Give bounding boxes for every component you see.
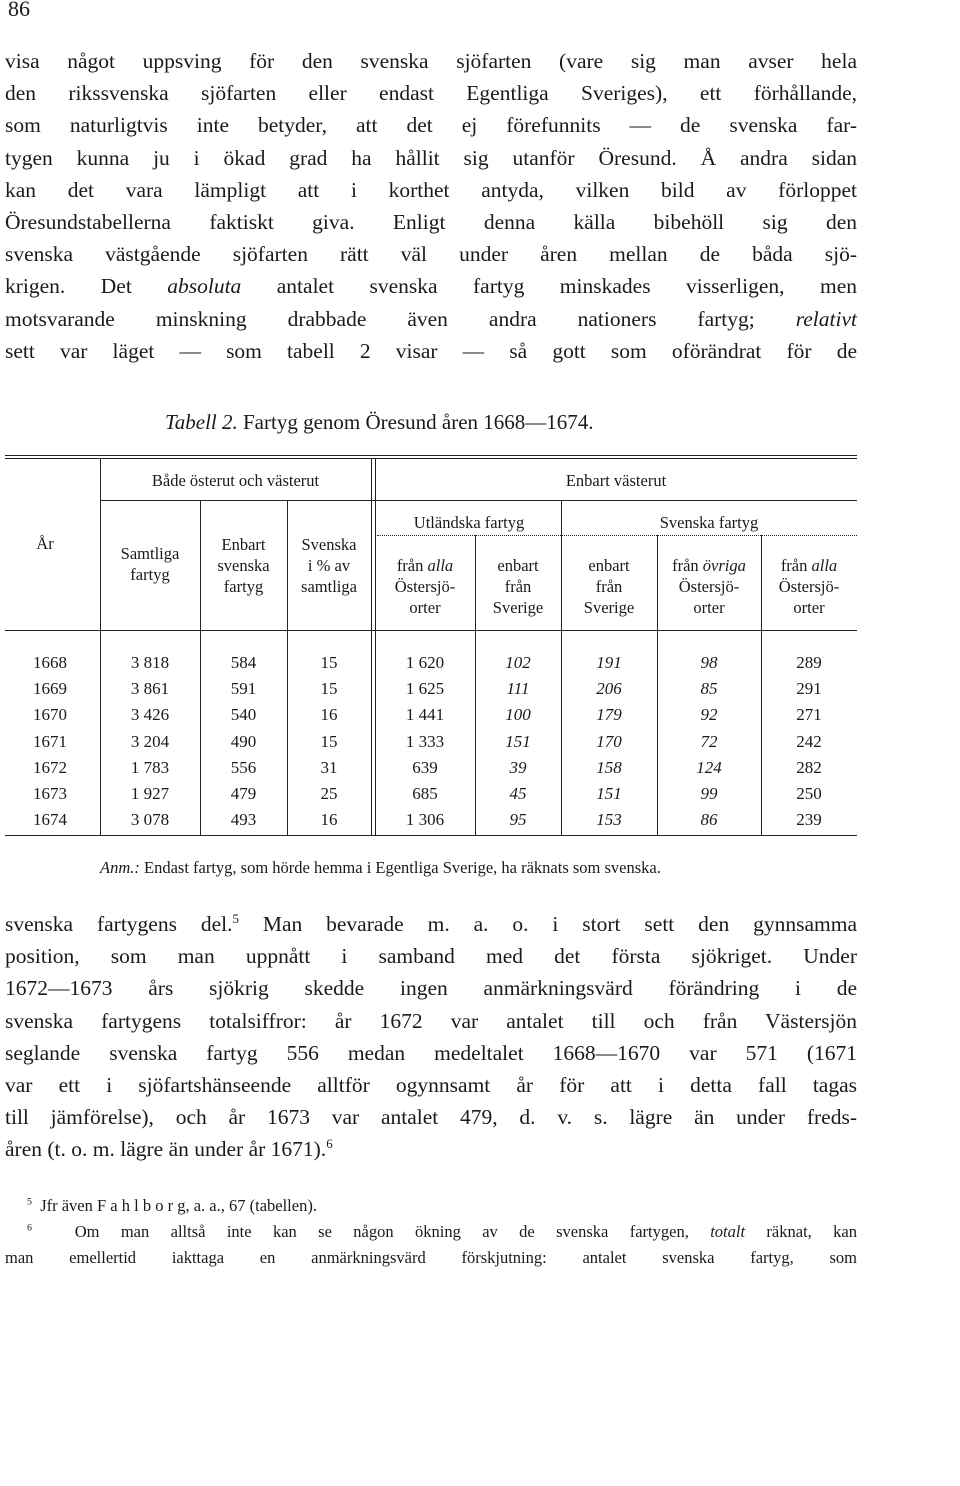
- table-cell: 179: [596, 705, 622, 725]
- table-cell: 490: [230, 731, 257, 751]
- table-cell: 1 333: [405, 731, 445, 751]
- header-group-west: Enbart västerut: [565, 471, 667, 490]
- table-cell: 584: [230, 653, 257, 672]
- text-line: som naturligtvis inte betyder, att det ej förefunnits — de svenska far-: [5, 113, 857, 138]
- paragraph-1: [5, 45, 857, 367]
- row-year: 1673: [33, 784, 67, 803]
- table-cell: 479: [230, 784, 257, 803]
- page-number: 86: [8, 0, 30, 21]
- row-year: 1668: [33, 653, 67, 672]
- table-cell: 124: [696, 757, 722, 777]
- row-year: 1671: [33, 731, 67, 751]
- table-cell: 3 426: [130, 705, 170, 725]
- table-cell: 45: [509, 784, 527, 803]
- text-line: svenska fartygens totalsiffror: år 1672 var antalet till och från Västersjön: [5, 1008, 857, 1033]
- text-line: svenska fartygens del.$^5$ Man bevarade m. a. o. i stort sett den gynnsamma: [5, 911, 857, 936]
- header-foreign-sweden: enbart från Sverige: [492, 556, 544, 617]
- table-cell: 1 620: [405, 653, 445, 672]
- table-cell: 25: [320, 784, 338, 803]
- table-cell: 493: [230, 810, 257, 830]
- table-cell: 15: [320, 731, 338, 751]
- row-year: 1669: [33, 679, 67, 699]
- table-cell: 99: [700, 784, 718, 803]
- table-cell: 242: [796, 731, 822, 751]
- header-swedish-sweden: enbart från Sverige: [583, 556, 635, 617]
- header-foreign: Utländska fartyg: [413, 513, 525, 532]
- table-cell: 291: [796, 679, 822, 699]
- header-swedish-other: från övriga Östersjö- orter: [672, 556, 746, 617]
- table-cell: 39: [509, 757, 527, 777]
- table-cell: 16: [320, 810, 338, 830]
- table-cell: 1 306: [405, 810, 445, 830]
- table-cell: 31: [320, 757, 338, 777]
- footnote-5: $^5$ Jfr även F a h l b o r g, a. a., 67 (tabellen).: [27, 1196, 317, 1215]
- header-swedish: Svenska fartyg: [659, 513, 759, 532]
- text-line: den rikssvenska sjöfarten eller endast Egentliga Sveriges), ett förhållande,: [5, 81, 857, 106]
- table-cell: 250: [796, 784, 822, 803]
- table-cell: 3 078: [130, 810, 170, 830]
- text-line: motsvarande minskning drabbade även andra nationers fartyg; relativt: [5, 306, 857, 331]
- table-cell: 16: [320, 705, 338, 725]
- table-cell: 170: [596, 731, 622, 751]
- table-cell: 151: [596, 784, 622, 803]
- table-cell: 153: [596, 810, 622, 830]
- footnote-6-cont: man emellertid iakttaga en anmärkningsvärd förskjutning: antalet svenska fartyg, som: [5, 1248, 857, 1267]
- table-cell: 151: [505, 731, 531, 751]
- table-cell: 3 204: [130, 731, 170, 751]
- table-cell: 86: [700, 810, 718, 830]
- text-line: kan det vara lämpligt att i korthet antyda, vilken bild av förloppet: [5, 177, 857, 202]
- table-cell: 239: [796, 810, 822, 830]
- table-cell: 639: [412, 757, 438, 777]
- data-table: [5, 455, 857, 837]
- table-cell: 540: [230, 705, 257, 725]
- footnotes: [5, 1193, 857, 1271]
- footnote-6: $^6$ Om man alltså inte kan se någon ökning av de svenska fartygen, totalt räknat, kan: [27, 1222, 857, 1241]
- table-cell: 111: [506, 679, 530, 699]
- table-cell: 556: [230, 757, 257, 777]
- text-line: krigen. Det absoluta antalet svenska fartyg minskades visserligen, men: [5, 274, 857, 299]
- table-cell: 85: [700, 679, 718, 699]
- table-cell: 1 625: [405, 679, 445, 699]
- text-line: svenska västgående sjöfarten rätt väl under åren mellan de båda sjö-: [5, 242, 857, 267]
- row-year: 1672: [33, 757, 67, 777]
- text-line: till jämförelse), och år 1673 var antalet 479, d. v. s. lägre än under freds-: [5, 1105, 857, 1130]
- header-total: Samtliga fartyg: [120, 544, 180, 584]
- header-group-both: Både österut och västerut: [151, 471, 320, 490]
- table-cell: 95: [509, 810, 527, 830]
- text-line: visa något uppsving för den svenska sjöfarten (vare sig man avser hela: [5, 49, 857, 73]
- text-line: sett var läget — som tabell 2 visar — så gott som oförändrat för de: [5, 338, 857, 363]
- table-cell: 289: [796, 653, 822, 672]
- header-year: År: [36, 534, 54, 553]
- table-cell: 72: [700, 731, 718, 751]
- header-swedish-all: från alla Östersjö- orter: [778, 556, 840, 617]
- table-cell: 15: [320, 679, 338, 699]
- header-swedish-pct: Svenska i % av samtliga: [301, 535, 357, 596]
- header-foreign-all: från alla Östersjö- orter: [394, 556, 456, 617]
- paragraph-2: [5, 908, 857, 1166]
- footnote-ref-5: 5: [232, 911, 239, 926]
- table-cell: 3 861: [130, 679, 170, 699]
- text-line: Öresundstabellerna faktiskt giva. Enligt denna källa bibehöll sig den: [5, 209, 857, 234]
- table-cell: 1 783: [130, 757, 170, 777]
- text-line: 1672—1673 års sjökrig skedde ingen anmärkningsvärd förändring i de: [5, 976, 857, 1001]
- table-cell: 1 927: [130, 784, 170, 803]
- table-cell: 3 818: [130, 653, 170, 672]
- table-cell: 100: [505, 705, 531, 725]
- table-cell: 98: [700, 653, 718, 672]
- table-cell: 15: [320, 653, 338, 672]
- table-cell: 591: [230, 679, 257, 699]
- table-cell: 158: [596, 757, 622, 777]
- text-line: position, som man uppnått i samband med det första sjökriget. Under: [5, 944, 857, 969]
- header-swedish-only: Enbart svenska fartyg: [217, 535, 270, 596]
- text-line: var ett i sjöfartshänseende alltför ogynnsamt år för att i detta fall tagas: [5, 1072, 857, 1097]
- table-cell: 102: [505, 653, 531, 672]
- table-caption: Tabell 2. Fartyg genom Öresund åren 1668—1674.: [165, 410, 594, 434]
- table-cell: 206: [596, 679, 622, 699]
- table-cell: 92: [700, 705, 718, 725]
- table-cell: 191: [596, 653, 622, 672]
- row-year: 1674: [33, 810, 67, 830]
- table-note: Anm.: Endast fartyg, som hörde hemma i Egentliga Sverige, ha räknats som svenska.: [100, 858, 661, 877]
- table-cell: 271: [796, 705, 822, 725]
- text-line: tygen kunna ju i ökad grad ha hållit sig utanför Öresund. Å andra sidan: [5, 145, 857, 170]
- text-line: åren (t. o. m. lägre än under år 1671).$^6$: [5, 1137, 333, 1162]
- table-cell: 1 441: [405, 705, 445, 725]
- footnote-ref-6: 6: [326, 1137, 333, 1152]
- table-cell: 282: [796, 757, 822, 777]
- text-line: seglande svenska fartyg 556 medan medeltalet 1668—1670 var 571 (1671: [5, 1040, 857, 1065]
- row-year: 1670: [33, 705, 67, 725]
- table-cell: 685: [412, 784, 438, 803]
